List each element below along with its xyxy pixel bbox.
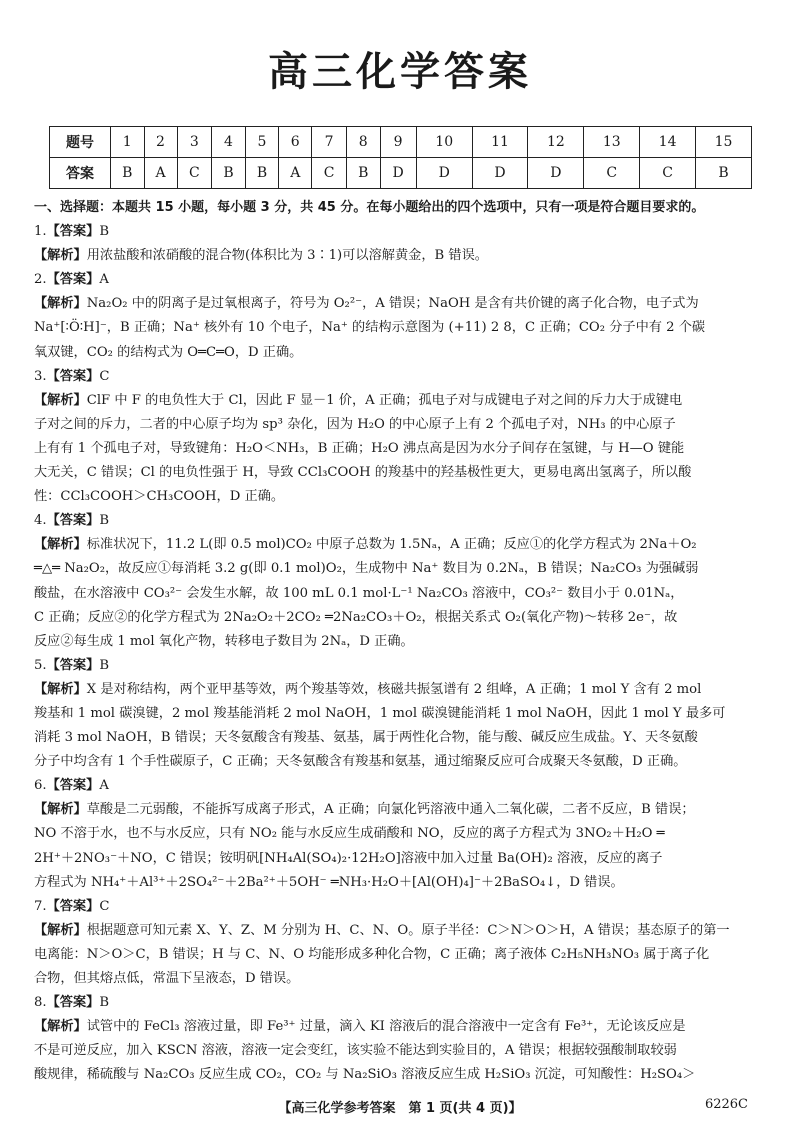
answer-cell: D [416, 158, 472, 189]
analysis-line [34, 557, 770, 581]
question-number-cell: 8 [347, 127, 381, 158]
analysis-line [34, 1015, 770, 1039]
answer-line [34, 774, 770, 798]
answer-line [34, 509, 770, 533]
analysis-text: 方程式为 NH₄⁺＋Al³⁺＋2SO₄²⁻＋2Ba²⁺＋5OH⁻ ═NH₃·H₂O＋[Al(OH)₄]⁻＋2BaSO₄↓，D 错误。 [34, 874, 624, 890]
question-number-cell: 6 [279, 127, 312, 158]
answer-cell: B [111, 158, 145, 189]
analysis-line [34, 389, 770, 413]
analysis-text: 反应②每生成 1 mol 氧化产物，转移电子数目为 2Nₐ，D 正确。 [34, 633, 414, 649]
answer-value: B [99, 657, 110, 673]
answer-cell: C [177, 158, 212, 189]
answer-value: A [99, 778, 109, 794]
analysis-line [34, 919, 770, 943]
analysis-line [34, 292, 770, 316]
answer-table [49, 126, 752, 189]
analysis-text: 标准状况下，11.2 L(即 0.5 mol)CO₂ 中原子总数为 1.5Nₐ，A 正确；反应①的化学方程式为 2Na＋O₂ [86, 537, 697, 553]
answer-tag: 【答案】 [46, 513, 100, 529]
answer-line [34, 991, 770, 1015]
analysis-text: 合物，但其熔点低，常温下呈液态，D 错误。 [34, 971, 300, 986]
analysis-text: 酸规律，稀硫酸与 Na₂CO₃ 反应生成 CO₂，CO₂ 与 Na₂SiO₃ 溶液反应生成 H₂SiO₃ 沉淀，可知酸性：H₂SO₄＞ [34, 1067, 696, 1083]
analysis-line [34, 341, 770, 365]
analysis-text: C 正确；反应②的化学方程式为 2Na₂O₂＋2CO₂ ═2Na₂CO₃＋O₂，根据关系式 O₂(氧化产物)～转移 2e⁻，故 [34, 609, 678, 625]
analysis-text: NO 不溶于水，也不与水反应，只有 NO₂ 能与水反应生成硝酸和 NO，反应的离子方程式为 3NO₂＋H₂O ═ [34, 826, 665, 842]
answer-line [34, 365, 770, 389]
analysis-text: 电离能：N＞O＞C，B 错误；H 与 C、N、O 均能形成多种化合物，C 正确；离子液体 C₂H₅NH₃NO₃ 属于离子化 [34, 946, 710, 962]
answer-cell: B [245, 158, 279, 189]
analysis-line [34, 871, 770, 895]
analysis-text: 根据题意可知元素 X、Y、Z、M 分别为 H、C、N、O。原子半径：C＞N＞O＞H，A 错误；基态原子的第一 [86, 922, 730, 938]
analysis-line [34, 678, 770, 702]
row-header-number: 题号 [50, 127, 111, 158]
item-number: 2. [34, 272, 47, 288]
analysis-text: Na⁺[∶Ö∶H]⁻，B 正确；Na⁺ 核外有 10 个电子，Na⁺ 的结构示意图为 (+11) 2 8，C 正确；CO₂ 分子中有 2 个碳 [34, 320, 706, 336]
analysis-line [34, 798, 770, 822]
analysis-tag: 【解析】 [34, 537, 87, 553]
table-row-answers [50, 158, 752, 189]
question-number-cell: 4 [212, 127, 246, 158]
answer-line [34, 268, 770, 292]
analysis-line [34, 630, 770, 654]
item-number: 8. [34, 995, 47, 1011]
item-number: 3. [34, 368, 47, 384]
question-number-cell: 1 [111, 127, 145, 158]
question-number-cell: 7 [312, 127, 347, 158]
analysis-text: 不是可逆反应，加入 KSCN 溶液，溶液一定会变红，该实验不能达到实验目的，A 错误；根据较强酸制取较弱 [34, 1043, 677, 1059]
answer-cell: C [312, 158, 347, 189]
answer-cell: C [640, 158, 696, 189]
page-title: 高三化学答案 [268, 49, 532, 95]
analysis-line [34, 1063, 770, 1087]
analysis-line [34, 485, 770, 509]
analysis-text: 草酸是二元弱酸，不能拆写成离子形式，A 正确；向氯化钙溶液中通入二氧化碳，二者不反应，B 错误； [86, 802, 695, 818]
analysis-line [34, 702, 770, 726]
answer-cell: A [144, 158, 177, 189]
answer-tag: 【答案】 [46, 778, 100, 794]
analysis-tag: 【解析】 [34, 1019, 87, 1035]
analysis-line [34, 1039, 770, 1063]
question-number-cell: 10 [416, 127, 472, 158]
analysis-line [34, 606, 770, 630]
answer-tag: 【答案】 [46, 898, 100, 914]
analysis-text: 氧双键，CO₂ 的结构式为 O═C═O，D 正确。 [34, 344, 303, 360]
item-number: 4. [34, 513, 47, 529]
table-row-numbers [50, 127, 752, 158]
analysis-tag: 【解析】 [34, 248, 87, 264]
analysis-text: 酸盐，在水溶液中 CO₃²⁻ 会发生水解，故 100 mL 0.1 mol·L⁻¹ Na₂CO₃ 溶液中，CO₃²⁻ 数目小于 0.01Nₐ， [34, 585, 684, 601]
analysis-text: 消耗 3 mol NaOH，B 错误；天冬氨酸含有羧基、氨基，属于两性化合物，能与酸、碱反应生成盐。Y、天冬氨酸 [34, 730, 698, 746]
answer-value: B [99, 224, 110, 240]
answer-value: B [99, 995, 110, 1011]
analysis-line [34, 750, 770, 774]
answer-value: C [99, 898, 110, 914]
analysis-tag: 【解析】 [34, 392, 87, 408]
analysis-line [34, 847, 770, 871]
analysis-text: 上有有 1 个孤电子对，导致键角：H₂O＜NH₃，B 正确；H₂O 沸点高是因为水分子间存在氢键，与 H—O 键能 [34, 440, 685, 456]
question-number-cell: 12 [528, 127, 584, 158]
item-list [34, 220, 770, 1087]
question-number-cell: 14 [640, 127, 696, 158]
question-number-cell: 5 [245, 127, 279, 158]
analysis-text: 羧基和 1 mol 碳溴键，2 mol 羧基能消耗 2 mol NaOH，1 mol 碳溴键能消耗 1 mol NaOH，因此 1 mol Y 最多可 [34, 705, 726, 721]
item-number: 6. [34, 778, 47, 794]
analysis-text: 用浓盐酸和浓硝酸的混合物(体积比为 3∶1)可以溶解黄金，B 错误。 [86, 248, 488, 264]
answer-cell: D [472, 158, 528, 189]
analysis-line [34, 244, 770, 268]
answer-cell: C [584, 158, 640, 189]
row-header-answer: 答案 [50, 158, 111, 189]
question-number-cell: 11 [472, 127, 528, 158]
analysis-tag: 【解析】 [34, 922, 87, 938]
answer-cell: B [212, 158, 246, 189]
analysis-text: ═△═ Na₂O₂，故反应①每消耗 3.2 g(即 0.1 mol)O₂，生成物中 Na⁺ 数目为 0.2Nₐ，B 错误；Na₂CO₃ 为强碱弱 [34, 561, 699, 577]
analysis-line [34, 726, 770, 750]
answer-line [34, 654, 770, 678]
answer-tag: 【答案】 [46, 272, 100, 288]
answer-value: A [99, 272, 109, 288]
footer-code: 6226C [704, 1097, 748, 1112]
analysis-line [34, 461, 770, 485]
answer-value: C [99, 368, 110, 384]
analysis-text: ClF 中 F 的电负性大于 Cl，因此 F 显－1 价，A 正确；孤电子对与成键电子对之间的斥力大于成键电 [86, 392, 683, 408]
answer-cell: A [279, 158, 312, 189]
analysis-text: X 是对称结构，两个亚甲基等效，两个羧基等效，核磁共振氢谱有 2 组峰，A 正确；1 mol Y 含有 2 mol [86, 681, 702, 697]
question-number-cell: 2 [144, 127, 177, 158]
analysis-text: 试管中的 FeCl₃ 溶液过量，即 Fe³⁺ 过量，滴入 KI 溶液后的混合溶液中一定含有 Fe³⁺，无论该反应是 [86, 1019, 686, 1035]
analysis-line [34, 582, 770, 606]
answer-line [34, 220, 770, 244]
answer-tag: 【答案】 [46, 995, 100, 1011]
answer-tag: 【答案】 [46, 224, 100, 240]
answer-tag: 【答案】 [46, 368, 100, 384]
analysis-line [34, 316, 770, 340]
section-heading: 一、选择题：本题共 15 小题，每小题 3 分，共 45 分。在每小题给出的四个选项中，只有一项是符合题目要求的。 [34, 200, 705, 215]
analysis-text: Na₂O₂ 中的阴离子是过氧根离子，符号为 O₂²⁻，A 错误；NaOH 是含有共价键的离子化合物，电子式为 [86, 296, 699, 312]
question-number-cell: 9 [380, 127, 416, 158]
analysis-line [34, 967, 770, 991]
analysis-line [34, 413, 770, 437]
footer-page-label: 【高三化学参考答案 第 1 页(共 4 页)】 [278, 1101, 522, 1116]
answer-cell: D [528, 158, 584, 189]
analysis-tag: 【解析】 [34, 681, 87, 697]
analysis-text: 2H⁺＋2NO₃⁻＋NO，C 错误；铵明矾[NH₄Al(SO₄)₂·12H₂O]溶液中加入过量 Ba(OH)₂ 溶液，反应的离子 [34, 850, 663, 866]
item-number: 7. [34, 898, 47, 914]
analysis-line [34, 822, 770, 846]
question-number-cell: 15 [696, 127, 752, 158]
analysis-text: 性：CCl₃COOH＞CH₃COOH，D 正确。 [34, 489, 285, 505]
analysis-tag: 【解析】 [34, 802, 87, 818]
analysis-tag: 【解析】 [34, 296, 87, 312]
answer-cell: D [380, 158, 416, 189]
answer-tag: 【答案】 [46, 657, 100, 673]
question-number-cell: 13 [584, 127, 640, 158]
answer-line [34, 895, 770, 919]
item-number: 1. [34, 224, 47, 240]
analysis-text: 子对之间的斥力，二者的中心原子均为 sp³ 杂化，因为 H₂O 的中心原子上有 2 个孤电子对，NH₃ 的中心原子 [34, 416, 676, 432]
analysis-text: 大无关，C 错误；Cl 的电负性强于 H，导致 CCl₃COOH 的羧基中的羟基极性更大，更易电离出氢离子，所以酸 [34, 465, 692, 481]
analysis-line [34, 437, 770, 461]
analysis-text: 分子中均含有 1 个手性碳原子，C 正确；天冬氨酸含有羧基和氨基，通过缩聚反应可合成聚天冬氨酸，D 正确。 [34, 754, 687, 770]
analysis-line [34, 943, 770, 967]
answer-value: B [99, 513, 110, 529]
answer-cell: B [696, 158, 752, 189]
answer-cell: B [347, 158, 381, 189]
item-number: 5. [34, 657, 47, 673]
analysis-line [34, 533, 770, 557]
answer-body [34, 196, 770, 1087]
question-number-cell: 3 [177, 127, 212, 158]
